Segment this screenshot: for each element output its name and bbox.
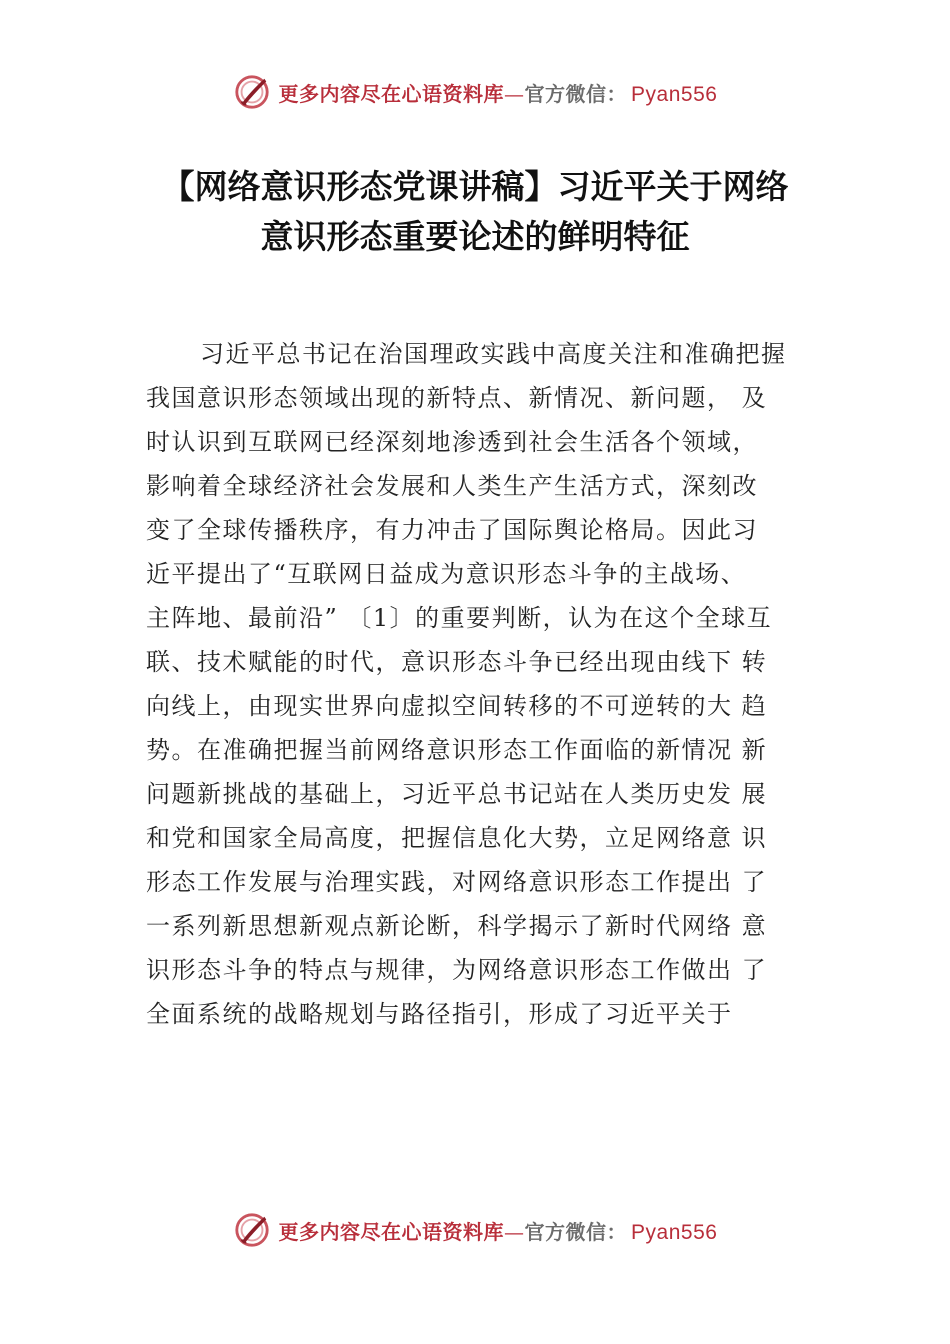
body-line: 影响着全球经济社会发展和人类生产生活方式，深刻改 bbox=[146, 472, 758, 500]
body-line: 联、技术赋能的时代，意识形态斗争已经出现由线下 转 bbox=[146, 648, 768, 676]
footer-banner bbox=[0, 1208, 950, 1252]
document-title bbox=[100, 162, 850, 262]
banner-main-text: 更多内容尽在心语资料库 bbox=[278, 81, 505, 106]
body-line: 时认识到互联网已经深刻地渗透到社会生活各个领域， bbox=[146, 428, 758, 456]
body-line: 和党和国家全局高度，把握信息化大势，立足网络意 识 bbox=[146, 824, 768, 852]
body-line: 变了全球传播秩序，有力冲击了国际舆论格局。因此习 bbox=[146, 516, 758, 544]
banner-wechat-id: Pyan556 bbox=[631, 1220, 718, 1244]
banner-text bbox=[279, 78, 718, 107]
body-line: 识形态斗争的特点与规律，为网络意识形态工作做出 了 bbox=[146, 956, 768, 984]
banner-wechat-id: Pyan556 bbox=[631, 82, 718, 106]
body-line: 形态工作发展与治理实践，对网络意识形态工作提出 了 bbox=[146, 868, 768, 896]
body-line: 全面系统的战略规划与路径指引，形成了习近平关于 bbox=[146, 1000, 733, 1028]
body-line: 主阵地、最前沿” 〔1〕的重要判断，认为在这个全球互 bbox=[146, 604, 773, 632]
banner-separator: — bbox=[504, 1219, 525, 1244]
body-line: 一系列新思想新观点新论断，科学揭示了新时代网络 意 bbox=[146, 912, 768, 940]
brush-logo-icon bbox=[233, 73, 271, 111]
banner-wechat-label: 官方微信： bbox=[524, 1219, 628, 1244]
banner-separator: — bbox=[504, 81, 525, 106]
banner-main-text: 更多内容尽在心语资料库 bbox=[278, 1219, 505, 1244]
body-line: 势。在准确把握当前网络意识形态工作面临的新情况 新 bbox=[146, 736, 768, 764]
document-body bbox=[146, 332, 846, 1036]
body-line: 我国意识形态领域出现的新特点、新情况、新问题， 及 bbox=[146, 384, 768, 412]
header-banner bbox=[0, 70, 950, 114]
banner-text bbox=[279, 1216, 718, 1245]
body-line: 近平提出了“互联网日益成为意识形态斗争的主战场、 bbox=[146, 560, 747, 588]
brush-logo-icon bbox=[233, 1211, 271, 1249]
title-line: 意识形态重要论述的鲜明特征 bbox=[260, 217, 690, 256]
banner-wechat-label: 官方微信： bbox=[524, 81, 628, 106]
body-line: 问题新挑战的基础上，习近平总书记站在人类历史发 展 bbox=[146, 780, 768, 808]
title-line: 【网络意识形态党课讲稿】习近平关于网络 bbox=[161, 167, 789, 206]
body-line: 习近平总书记在治国理政实践中高度关注和准确把握 bbox=[200, 340, 787, 368]
body-line: 向线上，由现实世界向虚拟空间转移的不可逆转的大 趋 bbox=[146, 692, 768, 720]
